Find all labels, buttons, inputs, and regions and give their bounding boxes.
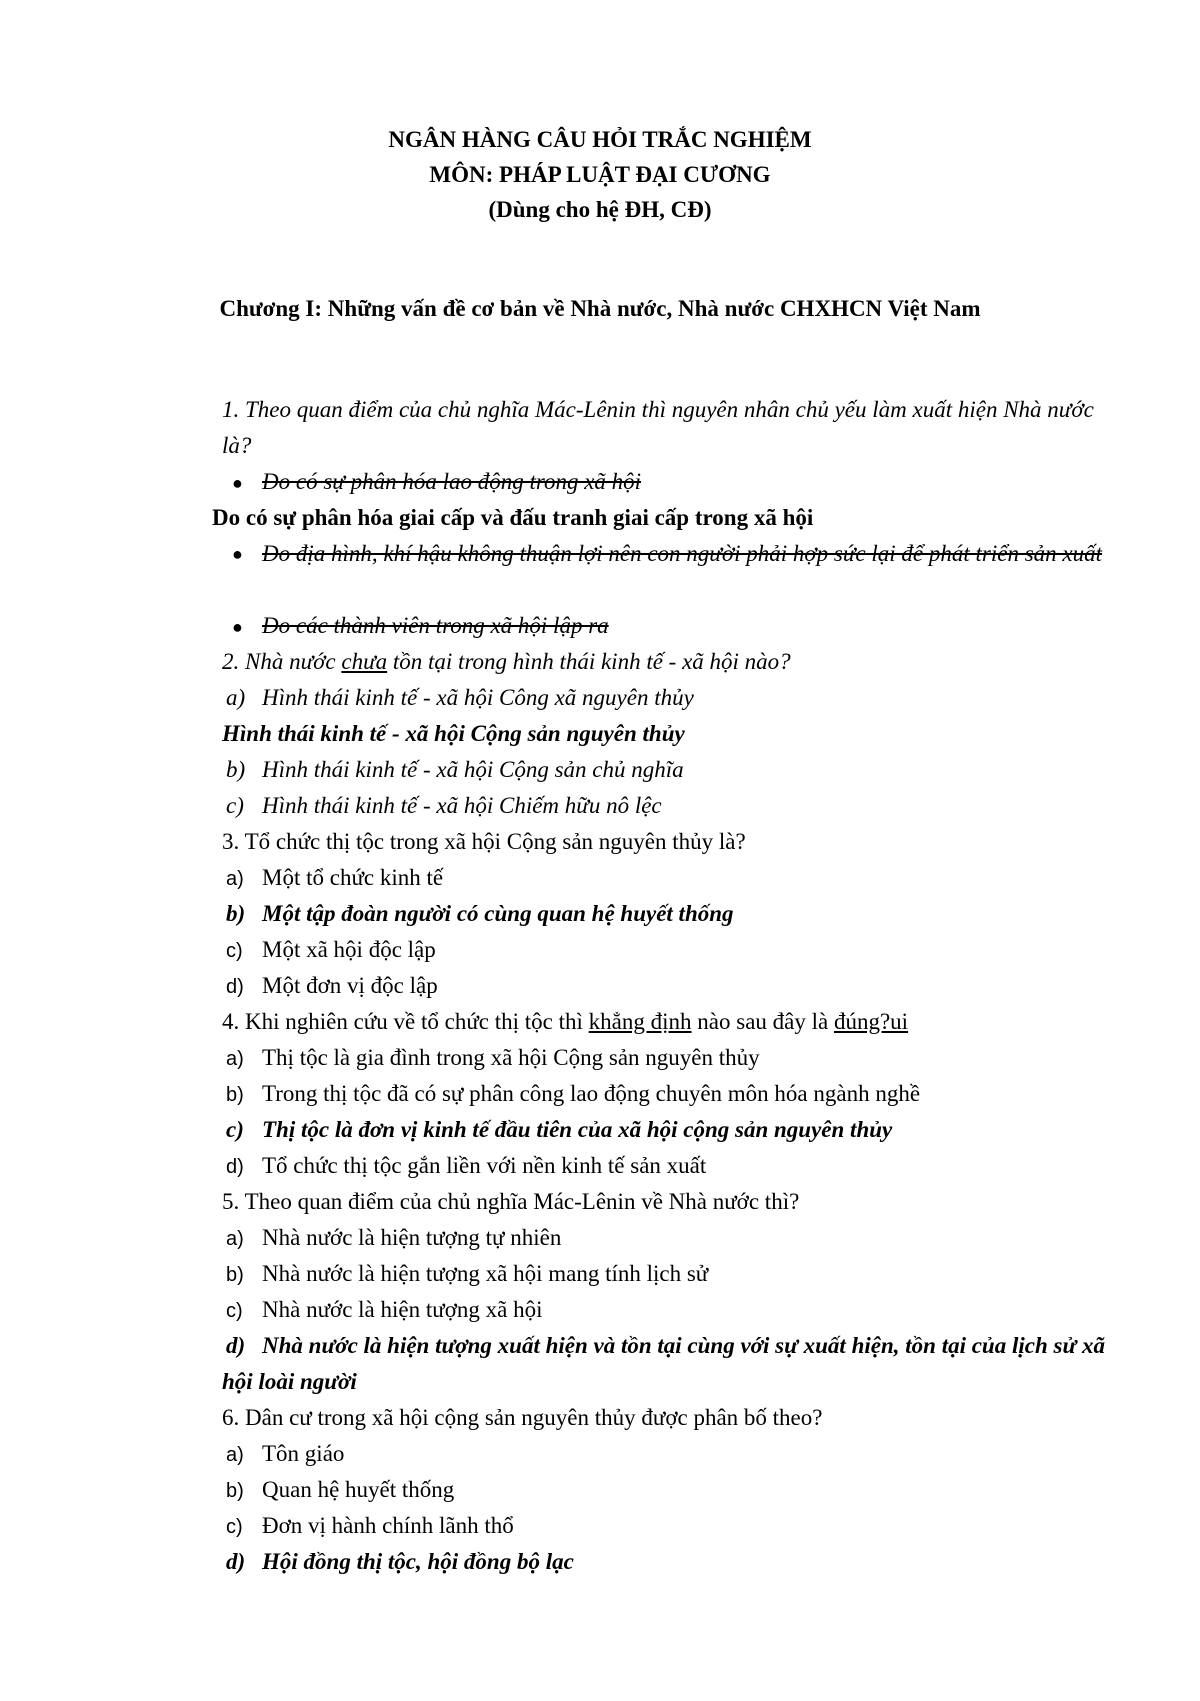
option-text: Nhà nước là hiện tượng tự nhiên [262, 1225, 562, 1250]
option-marker: a) [226, 1048, 244, 1070]
chapter-title: Chương I: Những vấn đề cơ bản về Nhà nước, Nhà nước CHXHCN Việt Nam [219, 296, 981, 321]
question-1: 1. Theo quan điểm của chủ nghĩa Mác-Lênin thì nguyên nhân chủ yếu làm xuất hiện Nhà nước là? [222, 397, 1094, 458]
option-text: Tôn giáo [262, 1441, 345, 1466]
question-emphasis: đúng?ui [833, 1009, 909, 1034]
question-list [212, 392, 1122, 1580]
question-5: 5. Theo quan điểm của chủ nghĩa Mác-Lênin về Nhà nước thì? [222, 1189, 800, 1214]
q1-answer: Do có sự phân hóa giai cấp và đấu tranh giai cấp trong xã hội [212, 505, 814, 530]
q5-option-c [222, 1292, 1122, 1328]
option-text: Do địa hình, khí hậu không thuận lợi nên con người phải hợp sức lại để phát triển sản xuất [262, 541, 1103, 566]
question-text: 2. Nhà nước [222, 649, 342, 674]
option-marker: a) [226, 685, 246, 710]
option-marker: a) [226, 868, 244, 890]
option-marker: b) [226, 1084, 244, 1106]
question-text: tồn tại trong hình thái kinh tế - xã hội nào? [387, 649, 791, 674]
question-emphasis: khẳng định [588, 1009, 692, 1034]
q4-option-b [222, 1076, 1122, 1112]
option-text: Trong thị tộc đã có sự phân công lao động chuyên môn hóa ngành nghề [262, 1081, 921, 1106]
option-text: Một tập đoàn người có cùng quan hệ huyết thống [262, 901, 734, 926]
option-marker: b) [226, 757, 246, 782]
option-text: Hình thái kinh tế - xã hội Cộng sản chủ nghĩa [262, 757, 684, 782]
option-text: Đơn vị hành chính lãnh thổ [262, 1513, 514, 1538]
q2-option-b [222, 752, 1122, 788]
option-marker: d) [226, 1549, 246, 1574]
q3-option-d [222, 968, 1122, 1004]
header-subject: MÔN: PHÁP LUẬT ĐẠI CƯƠNG [429, 162, 771, 187]
q1-option-1 [222, 464, 1122, 500]
question-3: 3. Tổ chức thị tộc trong xã hội Cộng sản nguyên thủy là? [222, 829, 746, 854]
header-title: NGÂN HÀNG CÂU HỎI TRẮC NGHIỆM [388, 127, 812, 152]
q1-option-3 [222, 536, 1122, 608]
option-text: Nhà nước là hiện tượng xuất hiện và tồn tại cùng với sự xuất hiện, tồn tại của lịch sử xã hội loài người [222, 1333, 1105, 1394]
option-marker: b) [226, 1264, 244, 1286]
option-marker: c) [226, 940, 243, 962]
option-marker: b) [226, 901, 246, 926]
q4-option-c-answer [222, 1112, 1122, 1148]
q2-answer: Hình thái kinh tế - xã hội Cộng sản nguyên thủy [222, 721, 685, 746]
q5-option-b [222, 1256, 1122, 1292]
option-text: Hội đồng thị tộc, hội đồng bộ lạc [262, 1549, 574, 1574]
option-text: Do có sự phân hóa lao động trong xã hội [262, 469, 642, 494]
q2-option-c [222, 788, 1122, 824]
option-marker: a) [226, 1228, 244, 1250]
option-marker: d) [226, 976, 244, 998]
question-6: 6. Dân cư trong xã hội cộng sản nguyên thủy được phân bố theo? [222, 1405, 823, 1430]
q6-option-a [222, 1436, 1122, 1472]
option-text: Một tổ chức kinh tế [262, 865, 444, 890]
q6-option-b [222, 1472, 1122, 1508]
header-audience: (Dùng cho hệ ĐH, CĐ) [488, 197, 712, 222]
option-text: Một xã hội độc lập [262, 937, 436, 962]
question-4 [222, 1004, 1122, 1040]
q5-option-a [222, 1220, 1122, 1256]
q3-option-c [222, 932, 1122, 968]
option-text: Hình thái kinh tế - xã hội Công xã nguyên thủy [262, 685, 694, 710]
bullet-icon: ● [232, 473, 243, 493]
q1-option-4 [222, 608, 1122, 644]
option-marker: b) [226, 1480, 244, 1502]
option-marker: d) [226, 1156, 244, 1178]
q3-option-a [222, 860, 1122, 896]
q4-option-d [222, 1148, 1122, 1184]
q6-option-d-answer [222, 1544, 1122, 1580]
option-marker: c) [226, 1516, 243, 1538]
q5-option-d-answer [222, 1328, 1122, 1400]
question-2 [222, 644, 1122, 680]
option-marker: a) [226, 1444, 244, 1466]
bullet-icon: ● [232, 544, 243, 564]
option-text: Nhà nước là hiện tượng xã hội [262, 1297, 543, 1322]
q2-option-a [222, 680, 1122, 716]
option-text: Thị tộc là đơn vị kinh tế đầu tiên của xã hội cộng sản nguyên thủy [262, 1117, 893, 1142]
q6-option-c [222, 1508, 1122, 1544]
question-text: 4. Khi nghiên cứu về tổ chức thị tộc thì [222, 1009, 589, 1034]
question-emphasis: chưa [341, 649, 388, 674]
option-text: Quan hệ huyết thống [262, 1477, 455, 1502]
bullet-icon: ● [232, 617, 243, 637]
option-text: Do các thành viên trong xã hội lập ra [262, 613, 609, 638]
option-marker: c) [226, 1117, 244, 1142]
option-text: Một đơn vị độc lập [262, 973, 438, 998]
q3-option-b-answer [222, 896, 1122, 932]
option-text: Hình thái kinh tế - xã hội Chiếm hữu nô lệc [262, 793, 662, 818]
q4-option-a [222, 1040, 1122, 1076]
option-text: Thị tộc là gia đình trong xã hội Cộng sản nguyên thủy [262, 1045, 760, 1070]
option-marker: c) [226, 1300, 243, 1322]
option-text: Nhà nước là hiện tượng xã hội mang tính lịch sử [262, 1261, 709, 1286]
question-text: nào sau đây là [691, 1009, 834, 1034]
option-marker: d) [226, 1333, 246, 1358]
option-marker: c) [226, 793, 244, 818]
document-header [0, 122, 1200, 227]
option-text: Tổ chức thị tộc gắn liền với nền kinh tế sản xuất [262, 1153, 707, 1178]
